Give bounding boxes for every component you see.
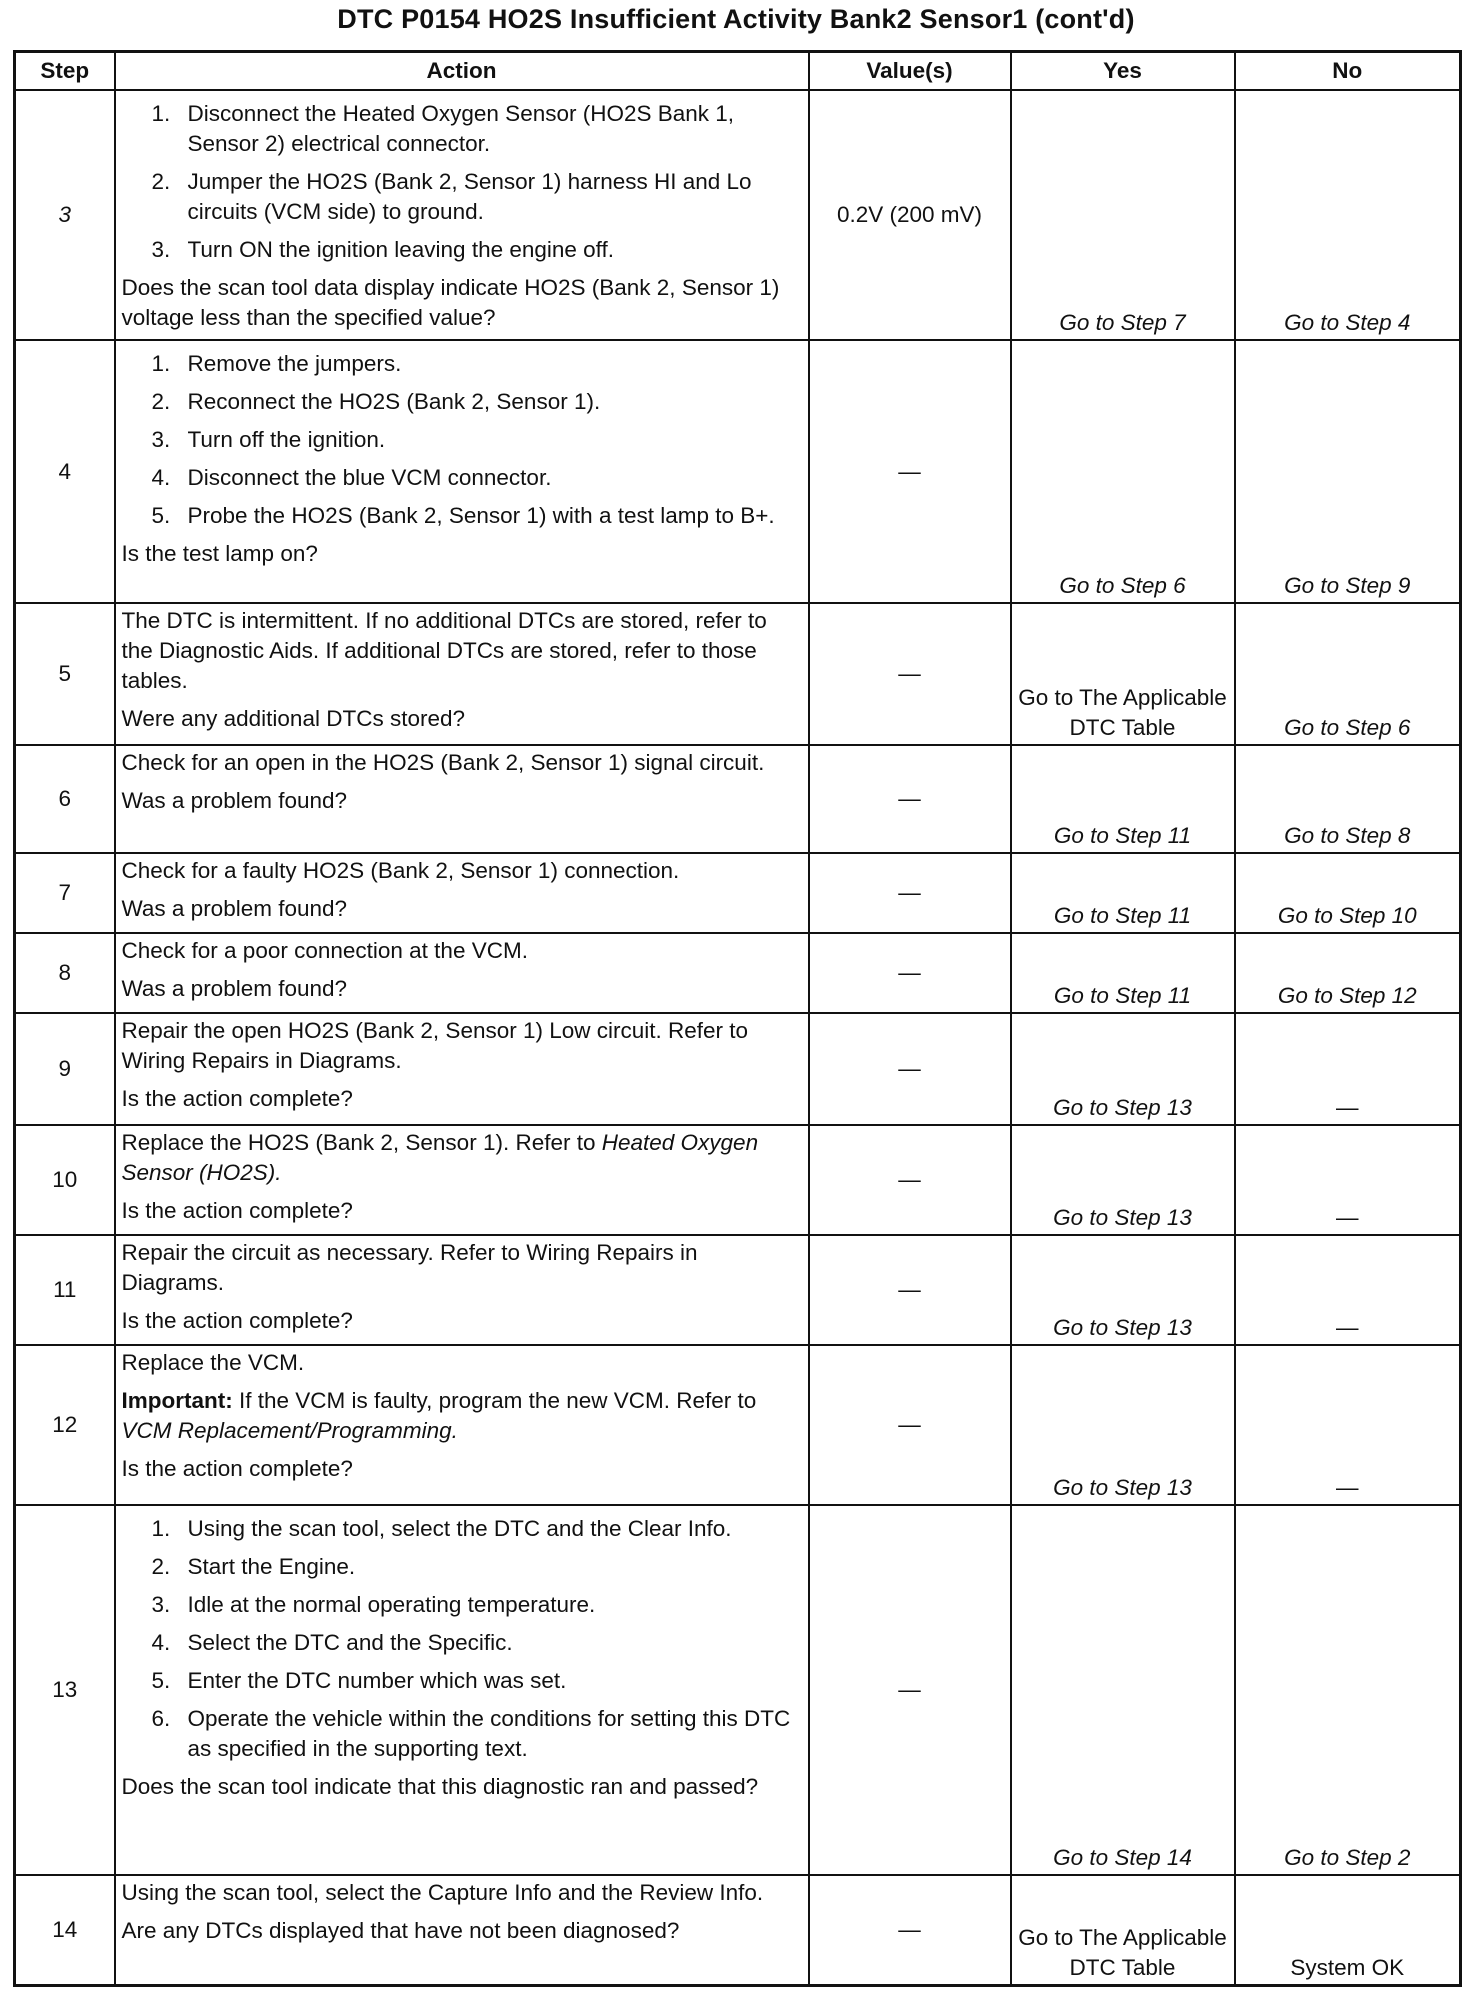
no-cell: Go to Step 9 [1235, 340, 1461, 603]
header-yes: Yes [1011, 52, 1235, 91]
question: Does the scan tool indicate that this diagnostic ran and passed? [121, 1774, 759, 1799]
substep: 3. Idle at the normal operating temperature. [151, 1592, 596, 1617]
action-text: Check for an open in the HO2S (Bank 2, Sensor 1) signal circuit. [121, 750, 765, 775]
table-row [15, 340, 1461, 603]
action-cell [115, 1345, 809, 1505]
no-cell: — [1235, 1125, 1461, 1235]
yes-cell: Go to Step 11 [1011, 745, 1235, 853]
important-note: Important: If the VCM is faulty, program the new VCM. Refer to VCM Replacement/Programming. [121, 1388, 757, 1443]
step-number: 14 [15, 1875, 115, 1985]
step-number: 10 [15, 1125, 115, 1235]
no-cell: — [1235, 1345, 1461, 1505]
step-number: 8 [15, 933, 115, 1013]
reference-link: Heated Oxygen Sensor (HO2S). [121, 1130, 759, 1185]
substep: 2. Start the Engine. [151, 1554, 356, 1579]
step-number: 9 [15, 1013, 115, 1125]
reference-link: VCM Replacement/Programming. [121, 1418, 458, 1443]
no-cell: Go to Step 4 [1235, 90, 1461, 340]
value-cell: — [809, 745, 1011, 853]
value-cell: — [809, 1875, 1011, 1985]
action-text: Using the scan tool, select the Capture Info and the Review Info. [121, 1880, 764, 1905]
question: Is the action complete? [121, 1198, 353, 1223]
step-number: 5 [15, 603, 115, 745]
table-row [15, 745, 1461, 853]
question: Is the action complete? [121, 1456, 353, 1481]
page-title: DTC P0154 HO2S Insufficient Activity Bank2 Sensor1 (cont'd) [337, 4, 1135, 34]
no-cell: Go to Step 10 [1235, 853, 1461, 933]
value-cell: 0.2V (200 mV) [809, 90, 1011, 340]
action-text: Repair the open HO2S (Bank 2, Sensor 1) Low circuit. Refer to Wiring Repairs in Diagrams. [121, 1018, 749, 1073]
question: Is the action complete? [121, 1308, 353, 1333]
action-cell [115, 745, 809, 853]
action-cell [115, 853, 809, 933]
yes-cell: Go to Step 7 [1011, 90, 1235, 340]
table-row [15, 1505, 1461, 1875]
value-cell: — [809, 1505, 1011, 1875]
substep: 1. Disconnect the Heated Oxygen Sensor (HO2S Bank 1, Sensor 2) electrical connector. [151, 101, 735, 156]
substep: 1. Remove the jumpers. [151, 351, 402, 376]
value-cell: — [809, 1235, 1011, 1345]
header-step: Step [15, 52, 115, 91]
no-cell: — [1235, 1235, 1461, 1345]
yes-cell: Go to Step 13 [1011, 1345, 1235, 1505]
action-cell [115, 1505, 809, 1875]
substep: 4. Select the DTC and the Specific. [151, 1630, 513, 1655]
step-number: 6 [15, 745, 115, 853]
step-number: 7 [15, 853, 115, 933]
header-no: No [1235, 52, 1461, 91]
value-cell: — [809, 603, 1011, 745]
table-row [15, 90, 1461, 340]
value-cell: — [809, 1125, 1011, 1235]
substep: 3. Turn ON the ignition leaving the engine off. [151, 237, 615, 262]
action-text: The DTC is intermittent. If no additional DTCs are stored, refer to the Diagnostic Aids. If additional DTCs are stored, refer to those tables. [121, 608, 767, 693]
question: Is the action complete? [121, 1086, 353, 1111]
action-cell [115, 90, 809, 340]
value-cell: — [809, 1345, 1011, 1505]
action-cell [115, 1013, 809, 1125]
action-cell [115, 340, 809, 603]
step-number: 12 [15, 1345, 115, 1505]
action-text: Replace the VCM. [121, 1350, 305, 1375]
table-row [15, 1235, 1461, 1345]
table-row [15, 1875, 1461, 1985]
header-row [15, 52, 1461, 91]
action-cell [115, 1125, 809, 1235]
value-cell: — [809, 933, 1011, 1013]
substep: 2. Reconnect the HO2S (Bank 2, Sensor 1). [151, 389, 601, 414]
table-row [15, 1125, 1461, 1235]
no-cell: Go to Step 6 [1235, 603, 1461, 745]
substep: 5. Enter the DTC number which was set. [151, 1668, 567, 1693]
question: Does the scan tool data display indicate HO2S (Bank 2, Sensor 1) voltage less than the specified value? [121, 275, 780, 330]
header-action: Action [115, 52, 809, 91]
no-cell: Go to Step 12 [1235, 933, 1461, 1013]
step-number: 13 [15, 1505, 115, 1875]
yes-cell: Go to The Applicable DTC Table [1011, 603, 1235, 745]
no-cell: — [1235, 1013, 1461, 1125]
substep: 4. Disconnect the blue VCM connector. [151, 465, 552, 490]
step-number: 11 [15, 1235, 115, 1345]
table-row [15, 853, 1461, 933]
table-row [15, 1345, 1461, 1505]
table-row [15, 933, 1461, 1013]
substep: 3. Turn off the ignition. [151, 427, 386, 452]
action-text: Check for a faulty HO2S (Bank 2, Sensor 1) connection. [121, 858, 680, 883]
action-cell [115, 1875, 809, 1985]
substep: 1. Using the scan tool, select the DTC and the Clear Info. [151, 1516, 732, 1541]
no-cell: System OK [1235, 1875, 1461, 1985]
table-row [15, 603, 1461, 745]
no-cell: Go to Step 2 [1235, 1505, 1461, 1875]
action-cell [115, 1235, 809, 1345]
question: Was a problem found? [121, 896, 348, 921]
question: Are any DTCs displayed that have not been diagnosed? [121, 1918, 680, 1943]
substep: 6. Operate the vehicle within the conditions for setting this DTC as specified in the supporting text. [151, 1706, 791, 1761]
yes-cell: Go to Step 14 [1011, 1505, 1235, 1875]
yes-cell: Go to Step 13 [1011, 1013, 1235, 1125]
step-number: 3 [15, 90, 115, 340]
question: Is the test lamp on? [121, 541, 318, 566]
yes-cell: Go to The Applicable DTC Table [1011, 1875, 1235, 1985]
yes-cell: Go to Step 11 [1011, 853, 1235, 933]
action-text: Replace the HO2S (Bank 2, Sensor 1). Refer to Heated Oxygen Sensor (HO2S). [121, 1130, 759, 1185]
question: Was a problem found? [121, 976, 348, 1001]
question: Were any additional DTCs stored? [121, 706, 465, 731]
dtc-table [13, 50, 1462, 1987]
action-cell [115, 603, 809, 745]
no-cell: Go to Step 8 [1235, 745, 1461, 853]
value-cell: — [809, 1013, 1011, 1125]
question: Was a problem found? [121, 788, 348, 813]
substep: 5. Probe the HO2S (Bank 2, Sensor 1) with a test lamp to B+. [151, 503, 775, 528]
header-value: Value(s) [809, 52, 1011, 91]
action-text: Repair the circuit as necessary. Refer to Wiring Repairs in Diagrams. [121, 1240, 698, 1295]
yes-cell: Go to Step 6 [1011, 340, 1235, 603]
action-cell [115, 933, 809, 1013]
yes-cell: Go to Step 13 [1011, 1235, 1235, 1345]
table-row [15, 1013, 1461, 1125]
value-cell: — [809, 853, 1011, 933]
yes-cell: Go to Step 13 [1011, 1125, 1235, 1235]
step-number: 4 [15, 340, 115, 603]
value-cell: — [809, 340, 1011, 603]
action-text: Check for a poor connection at the VCM. [121, 938, 528, 963]
yes-cell: Go to Step 11 [1011, 933, 1235, 1013]
substep: 2. Jumper the HO2S (Bank 2, Sensor 1) harness HI and Lo circuits (VCM side) to ground. [151, 169, 752, 224]
